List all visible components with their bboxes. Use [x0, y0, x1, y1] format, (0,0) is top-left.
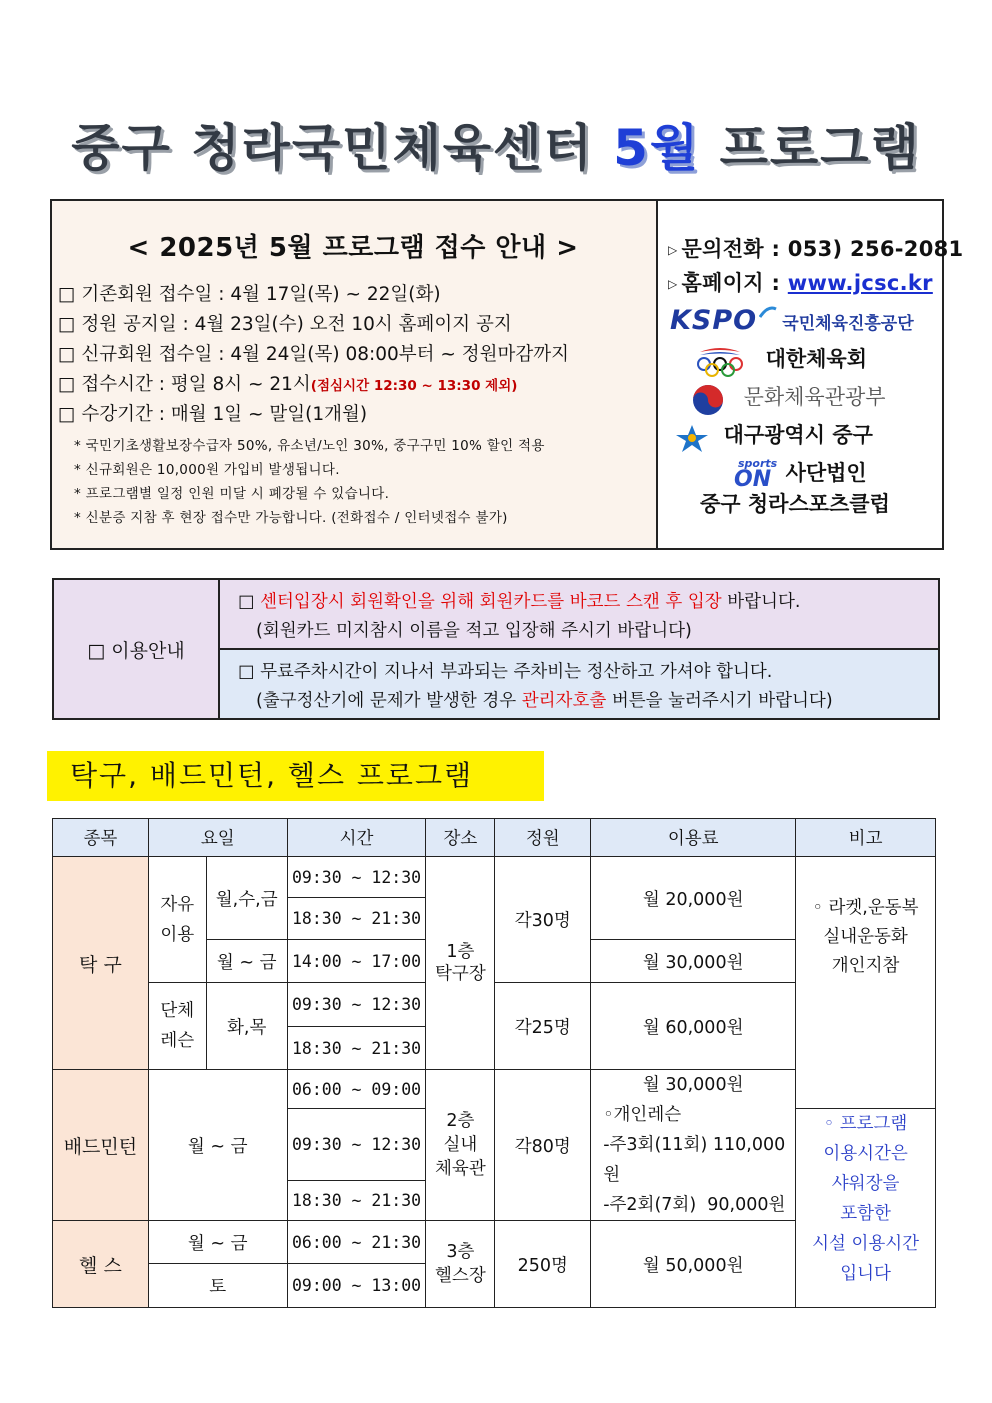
days-cell: 월 ~ 금 — [148, 1221, 287, 1264]
title-text: 중구 청라국민체육센터 — [71, 119, 614, 177]
notice-line: (회원카드 미지참시 이름을 적고 입장해 주시기 바랍니다) — [256, 621, 692, 641]
fee-line: 월 30,000원 — [642, 1075, 744, 1095]
notice-line: □ 기존회원 접수일 : 4월 17일(목) ~ 22일(화) — [58, 284, 441, 305]
notice-line: □ 신규회원 접수일 : 4월 24일(목) 08:00부터 ~ 정원마감까지 — [58, 344, 569, 365]
column-header: 시간 — [287, 819, 426, 857]
time-cell: 14:00 ~ 17:00 — [287, 940, 426, 983]
reception-hours: □ 접수시간 : 평일 8시 ~ 21시 — [58, 374, 311, 395]
club-logo — [734, 457, 867, 491]
parking-notice — [220, 650, 938, 718]
time-cell: 06:00 ~ 21:30 — [287, 1221, 426, 1264]
checkbox-glyph: □ — [238, 592, 261, 612]
usage-guide-label: □ 이용안내 — [54, 580, 220, 718]
district-logo — [672, 419, 873, 455]
capacity-cell: 각25명 — [495, 983, 591, 1070]
kspo-logo — [670, 305, 914, 336]
kspo-name: 국민체육진흥공단 — [782, 314, 914, 334]
sport-badminton: 배드민턴 — [53, 1070, 149, 1221]
triangle-icon: ▷ — [668, 277, 678, 291]
homepage-line — [668, 267, 933, 297]
lunch-break-note: (점심시간 12:30 ~ 13:30 제외) — [310, 378, 518, 394]
time-cell: 18:30 ~ 21:30 — [287, 898, 426, 940]
notice-line — [238, 588, 938, 617]
group-lesson-label: 단체 레슨 — [148, 983, 206, 1070]
notice-line — [58, 370, 648, 400]
place-cell: 2층 실내 체육관 — [426, 1070, 495, 1221]
notice-text: 바랍니다. — [721, 592, 801, 612]
fee-cell: 월 60,000원 — [591, 983, 796, 1070]
phone-line — [668, 233, 963, 263]
title-month: 5월 — [613, 119, 701, 177]
place-cell: 3층 헬스장 — [426, 1221, 495, 1308]
highlight-text: 센터입장시 회원확인을 위해 회원카드를 바코드 스캔 후 입장 — [260, 592, 722, 612]
notice-note: * 신규회원은 10,000원 가입비 발생됩니다. — [74, 462, 340, 478]
remarks-cell: ◦ 프로그램 이용시간은 샤워장을 포함한 시설 이용시간 입니다 — [796, 1109, 936, 1308]
capacity-cell: 각30명 — [495, 857, 591, 983]
column-header: 종목 — [53, 819, 149, 857]
title-text-end: 프로그램 — [700, 119, 921, 177]
place-cell: 1층 탁구장 — [426, 857, 495, 1070]
column-header: 비고 — [796, 819, 936, 857]
days-cell: 월 ~ 금 — [206, 940, 287, 983]
phone-number[interactable]: 053) 256-2081 — [787, 237, 964, 261]
swoosh-icon — [759, 305, 777, 323]
remarks-cell: ◦ 라켓,운동복 실내운동화 개인지참 — [796, 857, 936, 1109]
notice-text: (출구정산기에 문제가 발생한 경우 — [256, 691, 522, 711]
free-use-label: 자유 이용 — [148, 857, 206, 983]
membership-card-notice — [220, 580, 938, 650]
club-logo-small: sports — [738, 456, 778, 470]
ministry-logo — [688, 381, 886, 417]
fee-cell: 월 50,000원 — [591, 1221, 796, 1308]
section-title: 탁구, 배드민턴, 헬스 프로그램 — [47, 751, 544, 801]
registration-notice — [52, 201, 658, 548]
usage-guide-content — [220, 580, 938, 718]
triangle-icon: ▷ — [668, 243, 678, 257]
fee-line: -주3회(11회) 110,000원 — [603, 1135, 786, 1185]
time-cell: 09:30 ~ 12:30 — [287, 1109, 426, 1181]
time-cell: 09:30 ~ 12:30 — [287, 983, 426, 1027]
fee-cell: 월 30,000원 — [591, 940, 796, 983]
notice-note: * 프로그램별 일정 인원 미달 시 폐강될 수 있습니다. — [74, 486, 390, 502]
capacity-cell: 각80명 — [495, 1070, 591, 1221]
time-cell: 09:00 ~ 13:00 — [287, 1264, 426, 1308]
time-cell: 18:30 ~ 21:30 — [287, 1181, 426, 1221]
column-header: 이용료 — [591, 819, 796, 857]
days-cell: 월,수,금 — [206, 857, 287, 940]
sport-gym: 헬 스 — [53, 1221, 149, 1308]
table-header-row — [53, 819, 936, 857]
time-cell: 06:00 ~ 09:00 — [287, 1070, 426, 1109]
contact-panel — [658, 201, 964, 548]
page-title — [0, 108, 992, 180]
sport-table-tennis: 탁 구 — [53, 857, 149, 1070]
time-cell: 18:30 ~ 21:30 — [287, 1027, 426, 1070]
notice-line: □ 정원 공지일 : 4월 23일(수) 오전 10시 홈페이지 공지 — [58, 314, 512, 335]
time-cell: 09:30 ~ 12:30 — [287, 857, 426, 898]
usage-guide-box — [52, 578, 940, 720]
sports-council-name: 대한체육회 — [765, 347, 868, 371]
club-logo-text: ON — [734, 466, 772, 492]
program-table — [52, 818, 936, 1308]
notice-line: □ 수강기간 : 매월 1일 ~ 말일(1개월) — [58, 404, 368, 425]
column-header: 장소 — [426, 819, 495, 857]
district-name: 대구광역시 중구 — [723, 423, 873, 447]
olympic-rings-icon — [688, 346, 752, 378]
days-cell: 월 ~ 금 — [148, 1070, 287, 1221]
ministry-name: 문화체육관광부 — [743, 385, 886, 409]
notice-line — [238, 687, 938, 716]
column-header: 요일 — [148, 819, 287, 857]
column-header: 정원 — [495, 819, 591, 857]
club-name: 중구 청라스포츠클럽 — [700, 492, 890, 516]
notice-note: * 신분증 지참 후 현장 접수만 가능합니다. (전화접수 / 인터넷접수 불가) — [74, 510, 508, 526]
phone-label: 문의전화 : — [681, 237, 788, 261]
homepage-label: 홈페이지 : — [681, 271, 788, 295]
fee-cell: 월 20,000원 — [591, 857, 796, 940]
homepage-link[interactable]: www.jcsc.kr — [787, 271, 933, 295]
notice-line: □ 무료주차시간이 지나서 부과되는 주차비는 정산하고 가셔야 합니다. — [238, 662, 773, 682]
sports-council-logo — [688, 343, 867, 378]
days-cell: 화,목 — [206, 983, 287, 1070]
fee-line: ◦개인레슨 — [603, 1105, 682, 1125]
taegeuk-icon — [688, 383, 728, 417]
highlight-text: 관리자호출 — [521, 691, 607, 711]
club-logo-mark — [734, 456, 780, 492]
kspo-logo-mark: KSPO — [670, 305, 758, 336]
capacity-cell: 250명 — [495, 1221, 591, 1308]
notice-text: 버튼을 눌러주시기 바랍니다) — [606, 691, 833, 711]
notice-heading: < 2025년 5월 프로그램 접수 안내 > — [127, 233, 579, 263]
fee-line: -주2회(7회) 90,000원 — [603, 1195, 786, 1215]
days-cell: 토 — [148, 1264, 287, 1308]
registration-notice-box — [50, 199, 964, 550]
table-row — [53, 857, 936, 898]
district-emblem-icon — [672, 421, 712, 455]
club-type: 사단법인 — [785, 461, 867, 485]
fee-cell — [591, 1070, 796, 1221]
notice-note: * 국민기초생활보장수급자 50%, 유소년/노인 30%, 중구구민 10% 할인 적용 — [74, 438, 545, 454]
